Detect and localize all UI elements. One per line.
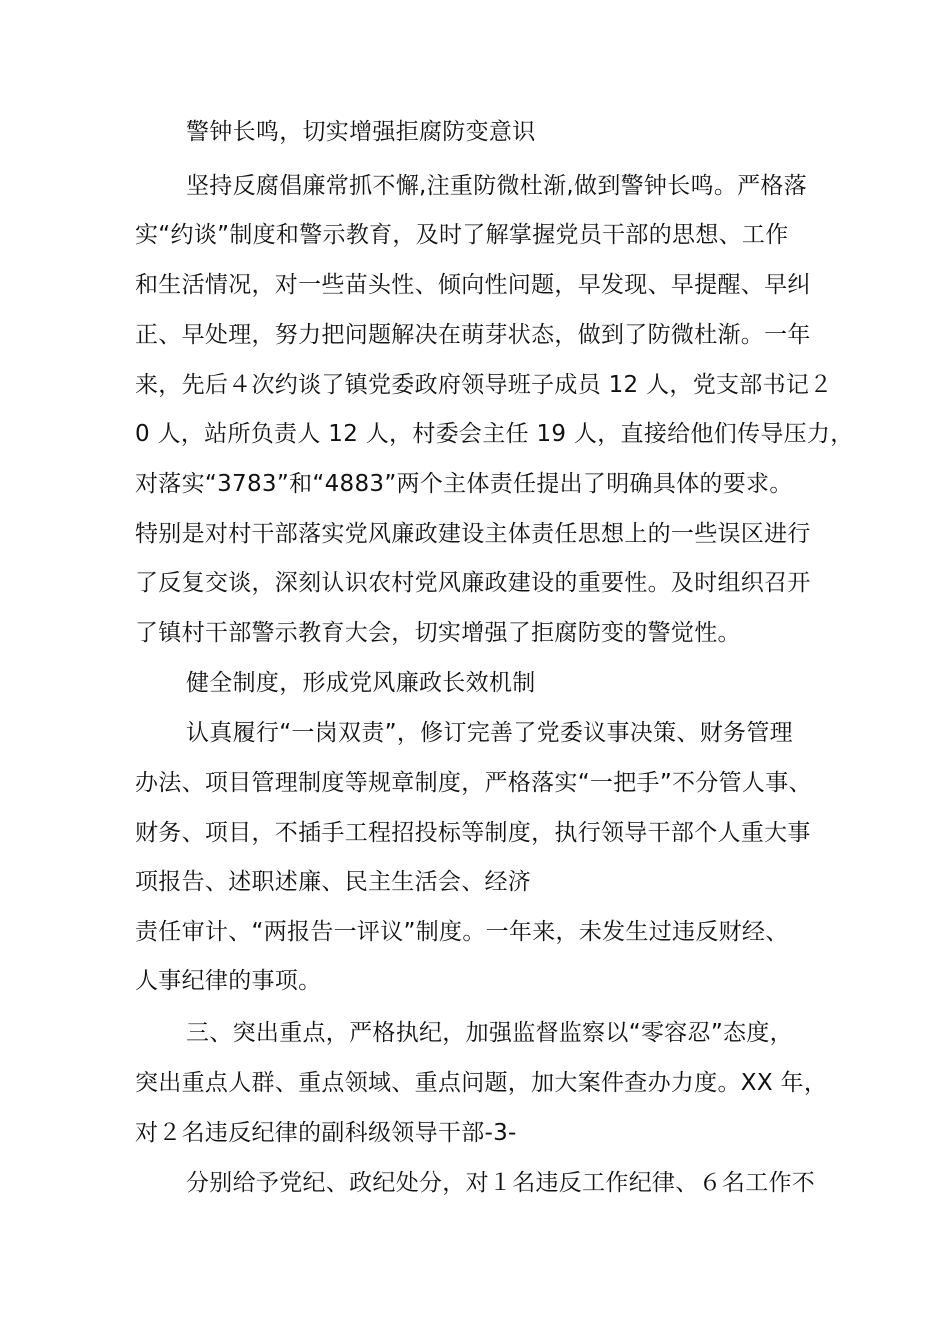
paragraph-line: 和生活情况，对一些苗头性、倾向性问题，早发现、早提醒、早纠	[135, 272, 811, 298]
paragraph-line: 突出重点人群、重点领域、重点问题，加大案件查办力度。XX 年，	[135, 1070, 828, 1096]
paragraph-line: 认真履行“一岗双责”，修订完善了党委议事决策、财务管理	[186, 720, 793, 746]
paragraph-line: 项报告、述职述廉、民主生活会、经济	[135, 869, 532, 895]
paragraph-line: 了镇村干部警示教育大会，切实增强了拒腐防变的警觉性。	[135, 620, 741, 646]
paragraph-line: 分别给予党纪、政纪处分，对１名违反工作纪律、６名工作不	[186, 1170, 816, 1196]
paragraph-line: 0 人，站所负责人 12 人，村委会主任 19 人，直接给他们传导压力，	[135, 421, 854, 447]
paragraph-line: 对２名违反纪律的副科级领导干部-3-	[135, 1120, 517, 1146]
paragraph-line: 正、早处理，努力把问题解决在萌芽状态，做到了防微杜渐。一年	[135, 322, 811, 348]
paragraph-line: 对落实“3783”和“4883”两个主体责任提出了明确具体的要求。	[135, 471, 793, 497]
paragraph-line: 了反复交谈，深刻认识农村党风廉政建设的重要性。及时组织召开	[135, 570, 811, 596]
section-heading: 健全制度，形成党风廉政长效机制	[186, 670, 536, 696]
paragraph-line: 三、突出重点，严格执纪，加强监督监察以“零容忍”态度，	[186, 1020, 793, 1046]
paragraph-line: 办法、项目管理制度等规章制度，严格落实“一把手”不分管人事、	[135, 770, 812, 796]
paragraph-line: 特别是对村干部落实党风廉政建设主体责任思想上的一些误区进行	[135, 521, 811, 547]
section-heading: 警钟长鸣，切实增强拒腐防变意识	[186, 119, 536, 145]
paragraph-line: 财务、项目，不插手工程招投标等制度，执行领导干部个人重大事	[135, 820, 811, 846]
paragraph-line: 来，先后４次约谈了镇党委政府领导班子成员 12 人，党支部书记２	[135, 372, 833, 398]
paragraph-line: 责任审计、“两报告一评议”制度。一年来，未发生过违反财经、	[135, 919, 789, 945]
paragraph-line: 人事纪律的事项。	[135, 968, 322, 994]
paragraph-line: 实“约谈”制度和警示教育，及时了解掌握党员干部的思想、工作	[135, 222, 789, 248]
paragraph-line: 坚持反腐倡廉常抓不懈,注重防微杜渐,做到警钟长鸣。严格落	[186, 173, 808, 199]
